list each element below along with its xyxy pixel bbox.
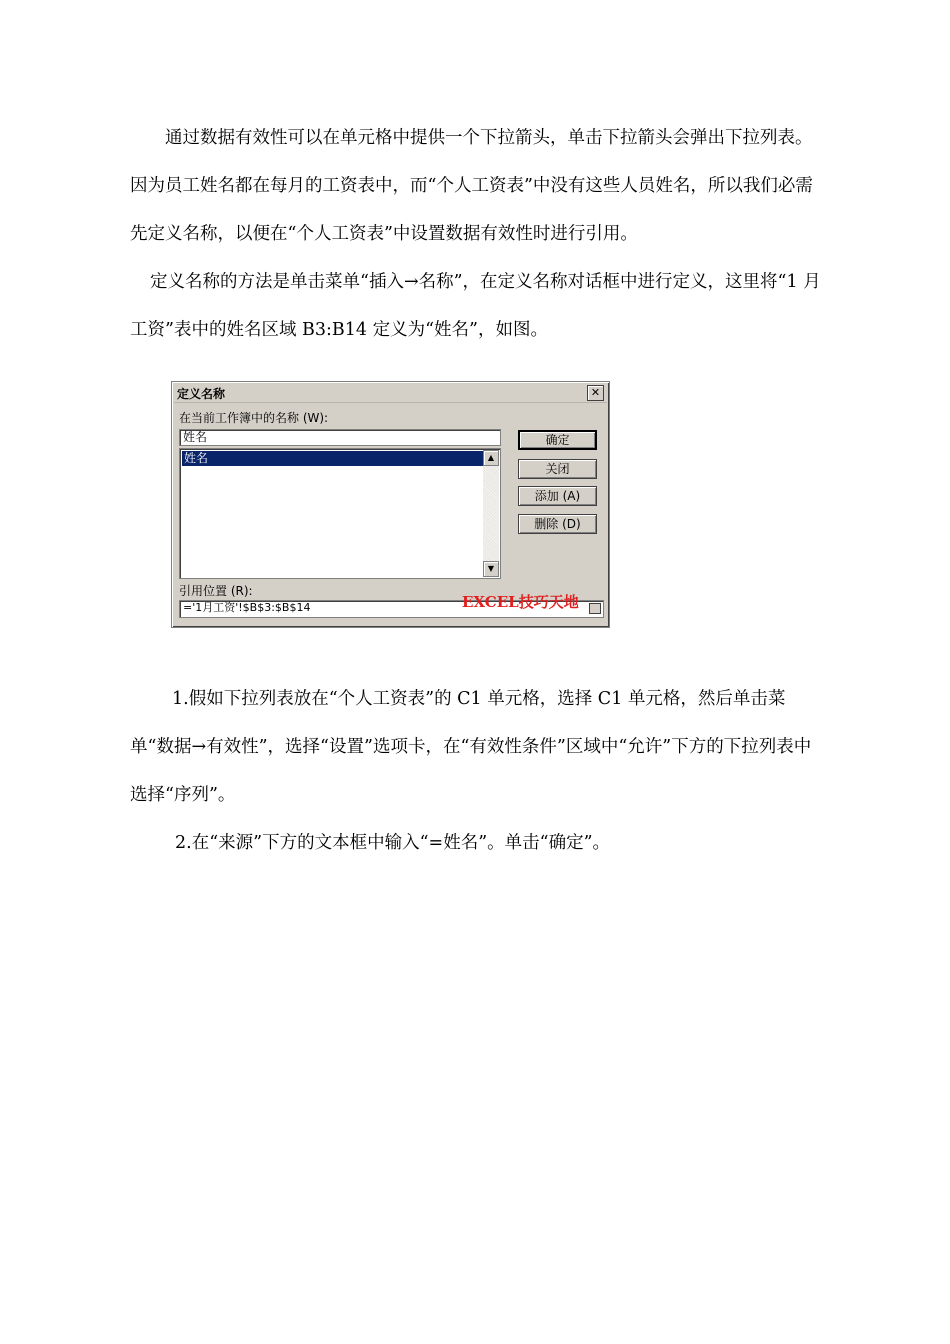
watermark: EXCEL技巧天地 (462, 593, 579, 611)
close-button[interactable]: 关闭 (518, 459, 597, 479)
paragraph-step-1: 1.假如下拉列表放在“个人工资表”的 C1 单元格，选择 C1 单元格，然后单击菜单“数据→有效性”，选择“设置”选项卡，在“有效性条件”区域中“允许”下方的下拉列表中选择“序列”。 (130, 689, 812, 805)
paragraph-intro: 通过数据有效性可以在单元格中提供一个下拉箭头，单击下拉箭头会弹出下拉列表。因为员工姓名都在每月的工资表中，而“个人工资表”中没有这些人员姓名，所以我们必需先定义名称，以便在“个人工资表”中设置数据有效性时进行引用。 (130, 128, 813, 244)
add-button[interactable]: 添加 (A) (518, 486, 597, 506)
name-input[interactable]: 姓名 (179, 429, 501, 446)
scroll-down-icon[interactable]: ▼ (483, 561, 499, 577)
names-listbox[interactable] (179, 448, 501, 579)
refers-to-label: 引用位置 (R): (179, 584, 253, 598)
collapse-dialog-icon[interactable] (589, 603, 601, 614)
paragraph-define-name: 定义名称的方法是单击菜单“插入→名称”，在定义名称对话框中进行定义，这里将“1 月工资”表中的姓名区域 B3:B14 定义为“姓名”，如图。 (130, 272, 821, 340)
ok-button[interactable]: 确定 (518, 430, 597, 450)
listbox-scrollbar[interactable] (483, 450, 499, 577)
paragraph-step-2: 2.在“来源”下方的文本框中输入“=姓名”。单击“确定”。 (175, 833, 611, 853)
dialog-title: 定义名称 (177, 387, 226, 401)
list-item[interactable]: 姓名 (182, 451, 484, 466)
scroll-up-icon[interactable]: ▲ (483, 450, 499, 466)
names-label: 在当前工作簿中的名称 (W): (179, 411, 329, 425)
refers-to-input[interactable]: ='1月工资'!$B$3:$B$14 (179, 600, 604, 618)
dialog-titlebar[interactable] (174, 384, 607, 403)
delete-button[interactable]: 删除 (D) (518, 514, 597, 534)
close-icon[interactable]: ✕ (587, 385, 604, 401)
define-name-dialog (171, 381, 610, 628)
